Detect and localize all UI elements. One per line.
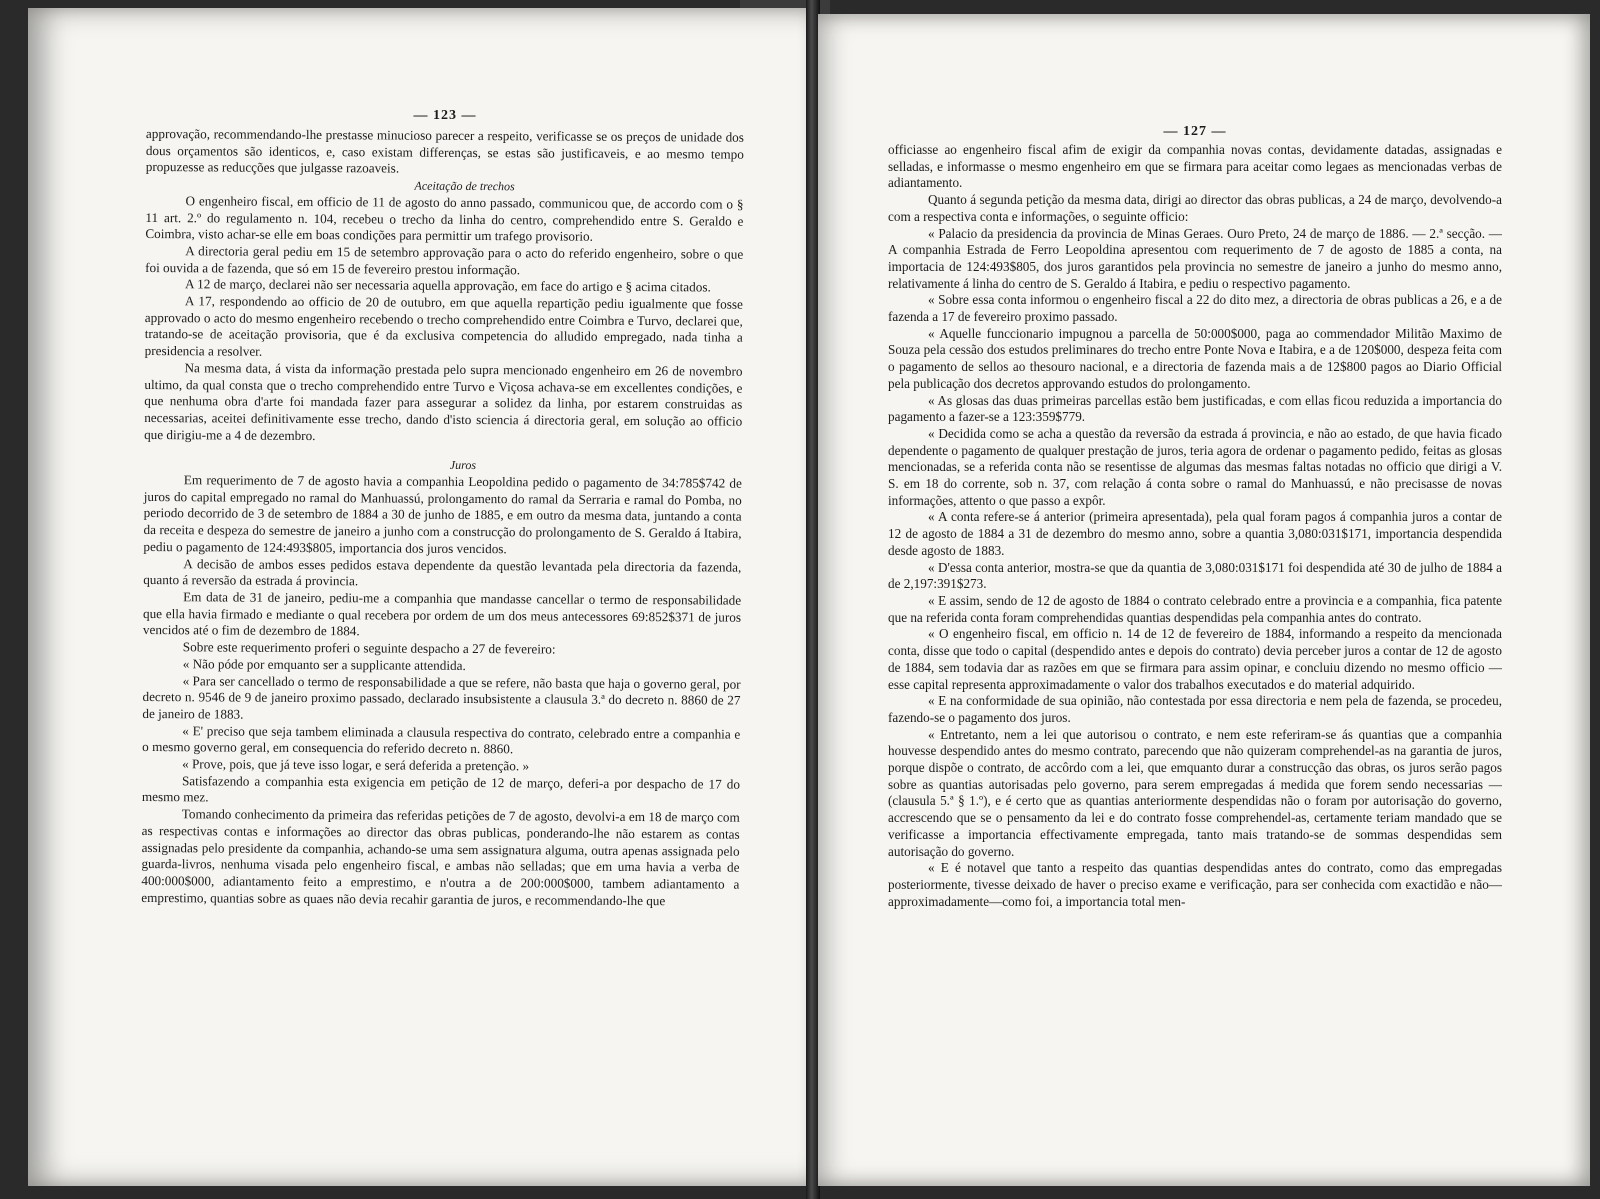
paragraph: Na mesma data, á vista da informação prestada pelo supra mencionado engenheiro em 26 de novembro ultimo, da qual consta que o trecho comprehendido entre Turvo e Viçosa achava-se em excellentes condições, e que nenhuma obra d'arte foi mandada fazer para assegurar a solidez da linha, por estarem construidas as necessarias, aceitei definitivamente esse trecho, dando d'isto sciencia á directoria geral, em solução ao officio que dirigiu-me a 4 de dezembro. xyxy=(144,360,743,443)
left-page xyxy=(28,8,816,1186)
left-page-text xyxy=(141,126,744,910)
paragraph: « Sobre essa conta informou o engenheiro fiscal a 22 do dito mez, a directoria de obras publicas a 26, e a de fazenda a 17 de fevereiro proximo passado. xyxy=(888,292,1502,325)
right-page-text xyxy=(888,142,1502,910)
right-page xyxy=(818,14,1590,1186)
paragraph: « As glosas das duas primeiras parcellas estão bem justificadas, e com ellas ficou reduzida a importancia do pagamento a fazer-se a 123:359$779. xyxy=(888,392,1502,425)
paragraph: « D'essa conta anterior, mostra-se que da quantia de 3,080:031$171 foi despendida até 30 de julho de 1884 a de 2,197:391$273. xyxy=(888,559,1502,592)
paragraph: « Prove, pois, que já teve isso logar, e será deferida a pretenção. » xyxy=(182,756,530,774)
paragraph: O engenheiro fiscal, em officio de 11 de agosto do anno passado, communicou que, de accordo com o § 11 art. 2.º do regulamento n. 104, recebeu o trecho da linha do centro, comprehendido entre S. Geraldo e Coimbra, visto achar-se elle em boas condições para permittir um trafego provisorio. xyxy=(145,193,744,244)
paragraph: « E na conformidade de sua opinião, não contestada por essa directoria e nem pela de fazenda, se procedeu, fazendo-se o pagamento dos juros. xyxy=(888,693,1502,725)
paragraph: Satisfazendo a companhia esta exigencia em petição de 12 de março, deferi-a por despacho de 17 do mesmo mez. xyxy=(141,772,741,805)
paragraph: approvação, recommendando-lhe prestasse minucioso parecer a respeito, verificasse se os preços de unidade dos dous orçamentos são identicos, e, caso existam differenças, se estas são justificaveis, e ao mesmo tempo propuzesse as reducções que julgasse razoaveis. xyxy=(145,126,744,176)
paragraph: « E é notavel que tanto a respeito das quantias despendidas antes do contrato, como das empregadas posteriormente, tivesse deixado de haver o preciso exame e verificação, para ser conhecida com exactidão e não—approximadamente—como foi, a importancia total men- xyxy=(888,860,1502,909)
paragraph: « O engenheiro fiscal, em officio n. 14 de 12 de fevereiro de 1884, informando a respeito da mencionada conta, disse que todo o capital (despendido antes e depois do contrato) devia perceber juros a contar de 12 de agosto de 1884, sem todavia dar as razões em que se firmara para assim opinar, e concluiu dizendo no mesmo officio — esse capital representa approximadamente o valor dos trabalhos executados e do material adquirido. xyxy=(888,626,1502,692)
paragraph: A decisão de ambos esses pedidos estava dependente da questão levantada pela directoria da fazenda, quanto á reversão da estrada á provincia. xyxy=(143,555,742,589)
section-heading: Juros xyxy=(449,458,477,473)
paragraph: A 12 de março, declarei não ser necessaria aquella approvação, em face do artigo e § acima citados. xyxy=(184,276,711,295)
page-number: — 123 — xyxy=(413,108,477,123)
page-number: — 127 — xyxy=(1163,124,1227,139)
paragraph: Em requerimento de 7 de agosto havia a companhia Leopoldina pedido o pagamento de 34:785$742 de juros do capital empregado no ramal do Manhuassú, prolongamento do ramal da Serraria e ramal do Pomba, no periodo decorrido de 3 de setembro de 1884 a 30 de junho de 1885, e em outro da mesma data, juntando a conta da receita e despeza do semestre de janeiro a junho com a construcção do prolongamento de S. Geraldo á Itabira, pediu o pagamento de 124:493$805, importancia dos juros vencidos. xyxy=(143,472,742,557)
paragraph: « E assim, sendo de 12 de agosto de 1884 o contrato celebrado entre a provincia e a companhia, fica patente que na referida conta foram comprehendidas quantias despendidas pela companhia antes do contrato. xyxy=(888,592,1502,625)
paragraph: « Aquelle funccionario impugnou a parcella de 50:000$000, paga ao commendador Militão Maximo de Souza pela cessão dos estudos preliminares do trecho entre Ponte Nova e Itabira, e a de 120$000, despeza feita com o pagamento de sellos ao thesouro nacional, e a directoria de fazenda mais a de 12$800 pagos ao Diario Official pela publicação dos decretos approvando estudos do prolongamento. xyxy=(888,325,1502,391)
paragraph: « A conta refere-se á anterior (primeira apresentada), pela qual foram pagos á companhia juros a contar de 12 de agosto de 1884 a 31 de dezembro do mesmo anno, sobre a quantia 3,080:031$171, importancia despendida desde agosto de 1883. xyxy=(888,509,1502,558)
paragraph: « Palacio da presidencia da provincia de Minas Geraes. Ouro Preto, 24 de março de 1886. — 2.ª secção. — A companhia Estrada de Ferro Leopoldina apresentou com requerimento de 7 de agosto de 1885 a conta, na importacia de 124:493$805, dos juros garantidos pela provincia no semestre de janeiro a junho do mesmo anno, relativamente á linha do centro de S. Geraldo á Itabira, e pediu o respectivo pagamento. xyxy=(888,225,1502,291)
section-heading: Aceitação de trechos xyxy=(414,178,515,194)
paragraph: Em data de 31 de janeiro, pediu-me a companhia que mandasse cancellar o termo de responsabilidade que ella havia firmado e mediante o qual recebera por ordem de um dos meus antecessores 69:852$371 de juros vencidos até o fim de dezembro de 1884. xyxy=(142,589,742,639)
paragraph: officiasse ao engenheiro fiscal afim de exigir da companhia novas contas, devidamente datadas, assignadas e selladas, e informasse o mesmo engenheiro em que se firmara para aceitar como legaes as mencionadas verbas de adiantamento. xyxy=(888,142,1502,191)
paragraph: « Decidida como se acha a questão da reversão da estrada á provincia, e não ao estado, de que havia ficado dependente o pagamento de qualquer prestação de juros, teria agora de ordenar o pagamento pedido, feitas as glosas mencionadas, se a referida conta não se resentisse de algumas das mesmas faltas notadas no officio que dirigi a V. S. em 18 do corrente, sob n. 37, com relação á conta sobre o ramal do Manhuassú, e não precisasse de novas informações, attento o que passo a expôr. xyxy=(888,425,1502,508)
paragraph: « Para ser cancellado o termo de responsabilidade a que se refere, não basta que haja o governo geral, por decreto n. 9546 de 9 de janeiro proximo passado, declarado insubsistente a clausula 3.ª do decreto n. 8860 de 27 de janeiro de 1883. xyxy=(142,672,741,722)
paragraph: « E' preciso que seja tambem eliminada a clausula respectiva do contrato, celebrado entre a companhia e o mesmo governo geral, em consequencia do referido decreto n. 8860. xyxy=(142,722,741,757)
paragraph: Quanto á segunda petição da mesma data, dirigi ao director das obras publicas, a 24 de março, devolvendo-a com a respectiva conta e informações, o seguinte officio: xyxy=(888,192,1502,224)
paragraph: A directoria geral pediu em 15 de setembro approvação para o acto do referido engenheiro, sobre o que foi ouvida a de fazenda, que só em 15 de fevereiro prestou informação. xyxy=(145,243,744,277)
paragraph: Sobre este requerimento proferi o seguinte despacho a 27 de fevereiro: xyxy=(182,639,556,657)
paragraph: « Entretanto, nem a lei que autorisou o contrato, e nem este referiram-se ás quantias que a companhia houvesse despendido antes do mesmo contrato, parecendo que não quizeram comprehendel-as na garantia de juros, porque dispõe o contrato, de accôrdo com a lei, que emquanto durar a construcção das obras, os juros serão pagos sobre as quantias autorisadas pelo governo, para serem empregadas á medida que forem sendo necessarias — (clausula 5.ª § 1.º), e é certo que as quantias anteriormente despendidas não o foram por autorisação do governo, accrescendo que se o pensamento da lei e do contrato fosse comprehendel-as, certamente teriam mandado que se verificasse a importancia effectivamente empregada, tanto mais tratando-se de sommas despendidas sem autorisação do governo. xyxy=(888,726,1502,859)
paragraph: « Não póde por emquanto ser a supplicante attendida. xyxy=(182,656,466,673)
paragraph: A 17, respondendo ao officio de 20 de outubro, em que aquella repartição pediu igualmente que fosse approvado o acto do mesmo engenheiro recebendo o trecho comprehendido entre Coimbra e Turvo, declarei que, tratando-se de aceitação provisoria, que é da exclusiva competencia do alludido empregado, nada tinha a presidencia a resolver. xyxy=(144,293,743,359)
paragraph: Tomando conhecimento da primeira das referidas petições de 7 de agosto, devolvi-a em 18 de março com as respectivas contas e informações ao director das obras publicas, ponderando-lhe não estarem as contas assignadas pelo presidente da companhia, achando-se uma sem assignatura alguma, outra apenas assignada pelo guarda-livros, nenhuma visada pelo engenheiro fiscal, e ambas não selladas; que em uma havia a verba de 400:000$000, adiantamento feito a emprestimo, e n'outra a de 200:000$000, tambem adiantamento a emprestimo, quantias sobre as quaes não devia recahir garantia de juros, e recommendando-lhe que xyxy=(141,806,740,908)
